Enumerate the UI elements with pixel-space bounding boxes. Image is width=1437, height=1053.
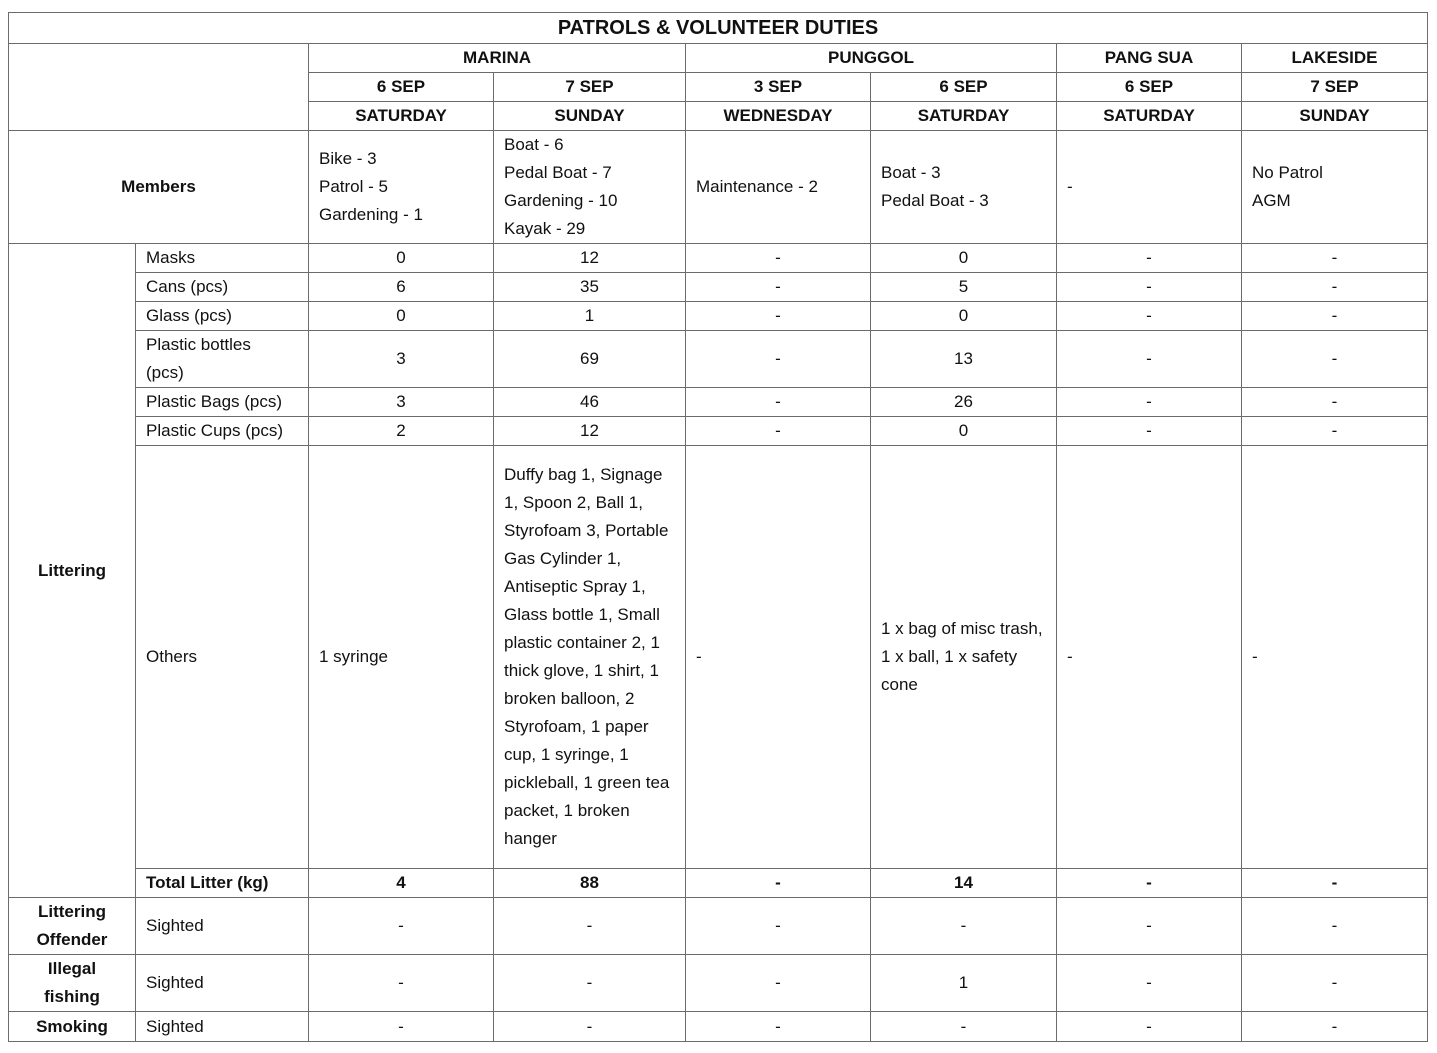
total-litter-value: - (1057, 869, 1242, 898)
offence-item-label: Sighted (136, 955, 309, 1012)
total-litter-value: 88 (494, 869, 686, 898)
litter-value: 0 (309, 302, 494, 331)
members-entry: AGM (1252, 191, 1291, 210)
litter-value: - (1242, 331, 1428, 388)
members-entry: Gardening - 10 (504, 191, 618, 210)
offence-label: Littering Offender (9, 898, 136, 955)
members-entry: - (1067, 177, 1073, 196)
day-header: SUNDAY (494, 102, 686, 131)
offence-label: Smoking (9, 1012, 136, 1042)
members-entry: Gardening - 1 (319, 205, 423, 224)
members-cell (686, 131, 871, 244)
litter-value: 46 (494, 388, 686, 417)
members-entry: No Patrol (1252, 163, 1323, 182)
title-row (9, 13, 1428, 44)
litter-value: 5 (871, 273, 1057, 302)
litter-row (9, 417, 1428, 446)
date-header: 7 SEP (1242, 73, 1428, 102)
litter-value: - (1057, 331, 1242, 388)
date-header: 6 SEP (871, 73, 1057, 102)
offence-value: - (686, 1012, 871, 1042)
day-header: SUNDAY (1242, 102, 1428, 131)
litter-value: 3 (309, 331, 494, 388)
location-lakeside: LAKESIDE (1242, 44, 1428, 73)
litter-others-row (9, 446, 1428, 869)
offence-value: - (309, 1012, 494, 1042)
members-entry: Kayak - 29 (504, 219, 586, 238)
litter-total-row (9, 869, 1428, 898)
offence-value: - (494, 1012, 686, 1042)
date-header: 3 SEP (686, 73, 871, 102)
others-value: - (1057, 446, 1242, 869)
others-value: - (686, 446, 871, 869)
litter-row (9, 273, 1428, 302)
litter-value: - (1242, 302, 1428, 331)
offence-value: - (1242, 955, 1428, 1012)
members-entry: Bike - 3 (319, 149, 377, 168)
litter-value: - (1242, 273, 1428, 302)
date-header: 7 SEP (494, 73, 686, 102)
date-header: 6 SEP (309, 73, 494, 102)
location-pang-sua: PANG SUA (1057, 44, 1242, 73)
offence-value: 1 (871, 955, 1057, 1012)
offence-value: - (1242, 898, 1428, 955)
members-row (9, 131, 1428, 244)
litter-value: - (686, 302, 871, 331)
members-entry: Boat - 3 (881, 163, 941, 182)
total-litter-value: 14 (871, 869, 1057, 898)
others-value: - (1242, 446, 1428, 869)
location-header-row (9, 44, 1428, 73)
day-header: SATURDAY (309, 102, 494, 131)
litter-item-label: Plastic Cups (pcs) (136, 417, 309, 446)
members-entry: Boat - 6 (504, 135, 564, 154)
litter-value: - (1057, 302, 1242, 331)
members-cell (1057, 131, 1242, 244)
litter-value: 6 (309, 273, 494, 302)
litter-value: 0 (871, 302, 1057, 331)
header-blank-cell (9, 44, 309, 131)
litter-row (9, 302, 1428, 331)
patrols-volunteer-duties-table (8, 12, 1428, 1042)
litter-value: - (686, 388, 871, 417)
offence-value: - (871, 1012, 1057, 1042)
date-header: 6 SEP (1057, 73, 1242, 102)
litter-item-label: Masks (136, 244, 309, 273)
offence-value: - (686, 955, 871, 1012)
offence-value: - (309, 955, 494, 1012)
litter-value: 3 (309, 388, 494, 417)
day-header: SATURDAY (871, 102, 1057, 131)
litter-item-label: Plastic bottles (pcs) (136, 331, 309, 388)
litter-value: 69 (494, 331, 686, 388)
offence-value: - (1057, 1012, 1242, 1042)
litter-item-label: Others (136, 446, 309, 869)
litter-value: - (1242, 244, 1428, 273)
location-marina: MARINA (309, 44, 686, 73)
total-litter-value: 4 (309, 869, 494, 898)
members-cell (871, 131, 1057, 244)
litter-value: 26 (871, 388, 1057, 417)
offence-value: - (1242, 1012, 1428, 1042)
offence-value: - (1057, 898, 1242, 955)
litter-value: - (686, 417, 871, 446)
offence-value: - (494, 955, 686, 1012)
litter-value: 0 (309, 244, 494, 273)
litter-value: - (686, 273, 871, 302)
members-entry: Pedal Boat - 3 (881, 191, 989, 210)
members-entry: Maintenance - 2 (696, 177, 818, 196)
litter-item-label: Plastic Bags (pcs) (136, 388, 309, 417)
others-value: 1 x bag of misc trash, 1 x ball, 1 x safety cone (871, 446, 1057, 869)
others-value: 1 syringe (309, 446, 494, 869)
offence-value: - (686, 898, 871, 955)
litter-item-label: Cans (pcs) (136, 273, 309, 302)
members-label: Members (9, 131, 309, 244)
offence-value: - (871, 898, 1057, 955)
offence-item-label: Sighted (136, 898, 309, 955)
litter-value: - (1057, 388, 1242, 417)
offence-row (9, 1012, 1428, 1042)
litter-value: 1 (494, 302, 686, 331)
members-cell (309, 131, 494, 244)
litter-value: - (686, 331, 871, 388)
table-title: PATROLS & VOLUNTEER DUTIES (9, 13, 1428, 44)
members-cell (1242, 131, 1428, 244)
day-header: WEDNESDAY (686, 102, 871, 131)
offence-row (9, 898, 1428, 955)
offence-value: - (494, 898, 686, 955)
offence-item-label: Sighted (136, 1012, 309, 1042)
litter-value: - (1057, 244, 1242, 273)
others-value: Duffy bag 1, Signage 1, Spoon 2, Ball 1, Styrofoam 3, Portable Gas Cylinder 1, Antiseptic Spray 1, Glass bottle 1, Small plastic container 2, 1 thick glove, 1 shirt, 1 broken balloon, 2 Styrofoam, 1 paper cup, 1 syringe, 1 pickleball, 1 green tea packet, 1 broken hanger (494, 446, 686, 869)
litter-value: - (686, 244, 871, 273)
litter-value: 35 (494, 273, 686, 302)
litter-value: 12 (494, 244, 686, 273)
litter-row (9, 244, 1428, 273)
offence-value: - (1057, 955, 1242, 1012)
litter-value: 0 (871, 417, 1057, 446)
litter-value: 2 (309, 417, 494, 446)
litter-row (9, 388, 1428, 417)
litter-value: - (1057, 417, 1242, 446)
litter-item-label: Glass (pcs) (136, 302, 309, 331)
litter-row (9, 331, 1428, 388)
day-header: SATURDAY (1057, 102, 1242, 131)
litter-value: - (1242, 388, 1428, 417)
litter-value: 0 (871, 244, 1057, 273)
location-punggol: PUNGGOL (686, 44, 1057, 73)
total-litter-value: - (1242, 869, 1428, 898)
members-entry: Patrol - 5 (319, 177, 388, 196)
offence-value: - (309, 898, 494, 955)
littering-label: Littering (9, 244, 136, 898)
total-litter-label: Total Litter (kg) (136, 869, 309, 898)
offence-row (9, 955, 1428, 1012)
members-entry: Pedal Boat - 7 (504, 163, 612, 182)
litter-value: - (1057, 273, 1242, 302)
litter-value: 13 (871, 331, 1057, 388)
offence-label: Illegal fishing (9, 955, 136, 1012)
members-cell (494, 131, 686, 244)
litter-value: - (1242, 417, 1428, 446)
litter-value: 12 (494, 417, 686, 446)
total-litter-value: - (686, 869, 871, 898)
